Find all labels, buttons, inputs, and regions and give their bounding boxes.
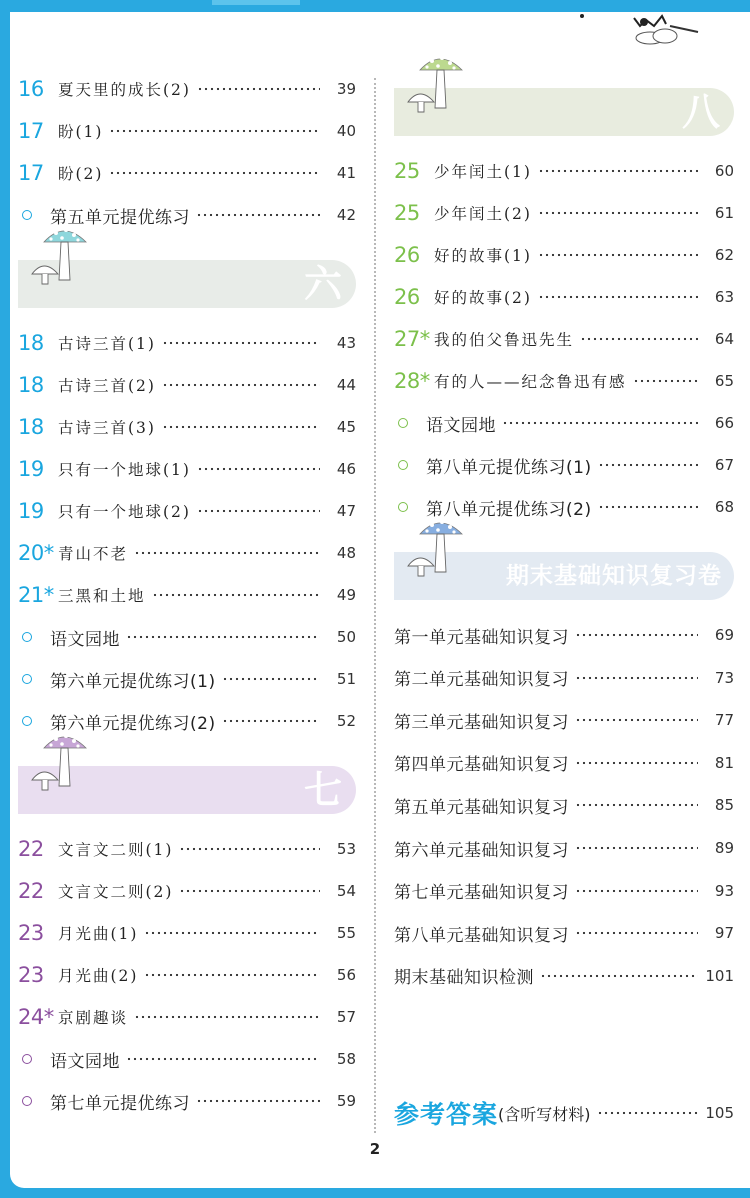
toc-entry[interactable] [394,918,734,948]
lesson-title: 有的人——纪念鲁迅有感 [434,373,627,391]
lesson-title: 只有一个地球(1) [58,461,191,479]
page-number: 40 [336,122,356,140]
circle-bullet-icon [22,716,32,726]
lesson-number: 19 [18,499,44,523]
toc-entry[interactable] [18,1044,356,1074]
circle-bullet-icon [22,1054,32,1064]
leader-dots [197,84,320,94]
page-number: 46 [336,460,356,478]
lesson-number: 17 [18,161,44,185]
leader-dots [197,506,320,516]
leader-dots [538,292,698,302]
exercise-title: 第六单元提优练习(2) [50,713,216,734]
lesson-title: 青山不老 [58,545,129,563]
exercise-title: 第七单元提优练习 [50,1093,190,1114]
page-number: 101 [705,966,734,985]
page-number: 73 [714,668,734,687]
review-title: 第六单元基础知识复习 [394,840,569,861]
page-number: 60 [714,162,734,180]
toc-entry[interactable] [18,496,356,526]
lesson-number: 22 [18,837,44,861]
page-number: 61 [714,204,734,222]
lesson-title: 古诗三首(3) [58,419,156,437]
lesson-number: 18 [18,415,44,439]
lesson-number: 18 [18,373,44,397]
lesson-number: 16 [18,77,44,101]
lesson-number: 18 [18,331,44,355]
unit-banner-title: 七 [303,768,342,812]
unit-banner-title: 六 [303,262,342,306]
leader-dots [134,548,320,558]
page-number: 47 [336,502,356,520]
leader-dots [575,715,698,725]
lesson-title: 夏天里的成长(2) [58,81,191,99]
unit-banner-title: 八 [681,90,720,134]
lesson-number: 26 [394,243,420,267]
page-number: 69 [714,626,734,644]
review-title: 第七单元基础知识复习 [394,883,569,904]
leader-dots [222,716,320,726]
lesson-number: 23 [18,921,44,945]
page-number: 58 [336,1050,356,1068]
circle-bullet-icon [398,460,408,470]
page-number: 65 [714,372,734,390]
page-number: 55 [336,924,356,942]
lesson-title: 盼(1) [58,123,104,141]
lesson-number: 17 [18,119,44,143]
unit-banner [394,88,734,136]
lesson-title: 京剧趣谈 [58,1009,129,1027]
lesson-title: 好的故事(2) [434,289,532,307]
unit-banner [18,766,356,814]
toc-entry[interactable] [394,156,734,186]
lesson-title: 三黑和土地 [58,587,146,605]
page-number: 85 [714,796,734,815]
top-tab-accent [212,0,300,5]
leader-dots [580,334,698,344]
review-title: 期末基础知识检测 [394,968,534,989]
toc-entry[interactable] [18,1002,356,1032]
toc-entry[interactable] [18,664,356,694]
lesson-number: 25 [394,159,420,183]
mushroom-icon [24,222,104,308]
leader-dots [538,166,698,176]
page-number: 63 [714,288,734,306]
mushroom-icon [400,514,480,600]
toc-entry[interactable] [394,876,734,906]
cartoon-corner-illustration [570,12,750,52]
leader-dots [597,1108,698,1118]
page-number: 68 [714,498,734,516]
leader-dots [575,630,698,640]
lesson-number: 21* [18,583,54,607]
page-number: 105 [705,1104,734,1122]
toc-entry[interactable] [18,580,356,610]
leader-dots [179,886,320,896]
toc-entry[interactable] [18,454,356,484]
leader-dots [134,1012,320,1022]
leader-dots [222,674,320,684]
unit-banner [18,260,356,308]
leader-dots [197,464,320,474]
leader-dots [109,168,320,178]
toc-entry[interactable] [394,748,734,778]
page-number: 77 [714,711,734,730]
page-number: 67 [714,456,734,474]
review-title: 第三单元基础知识复习 [394,712,569,733]
page-number: 64 [714,330,734,348]
circle-bullet-icon [22,1096,32,1106]
lesson-number: 27* [394,327,430,351]
page-number: 89 [714,839,734,857]
page-number: 53 [336,840,356,858]
leader-dots [152,590,320,600]
exercise-title: 第八单元提优练习(1) [426,457,592,478]
review-title: 第八单元基础知识复习 [394,925,569,946]
page-number: 41 [336,164,356,182]
toc-entry[interactable] [394,450,734,480]
toc-entry[interactable] [18,538,356,568]
lesson-number: 24* [18,1005,54,1029]
toc-entry[interactable] [18,622,356,652]
answer-key-title: 参考答案 [394,1100,499,1129]
leader-dots [538,208,698,218]
toc-entry[interactable] [18,74,356,104]
page-number: 43 [336,334,356,352]
page-number: 45 [336,418,356,436]
column-divider [374,78,376,1133]
lesson-number: 19 [18,457,44,481]
toc-entry[interactable] [18,116,356,146]
toc-entry[interactable] [18,876,356,906]
leader-dots [575,673,698,683]
lesson-title: 少年闰土(1) [434,163,532,181]
leader-dots [598,460,698,470]
mushroom-icon [400,50,480,136]
leader-dots [144,928,320,938]
page-number: 52 [336,712,356,730]
circle-bullet-icon [22,210,32,220]
circle-bullet-icon [22,632,32,642]
review-title: 第二单元基础知识复习 [394,670,569,691]
exercise-title: 第六单元提优练习(1) [50,671,216,692]
leader-dots [179,844,320,854]
lesson-number: 25 [394,201,420,225]
toc-entry[interactable] [394,366,734,396]
lesson-number: 26 [394,285,420,309]
leader-dots [540,971,698,981]
leader-dots [162,422,320,432]
leader-dots [109,126,320,136]
toc-entry[interactable] [18,834,356,864]
answer-key-entry[interactable] [394,1098,734,1128]
leader-dots [538,250,698,260]
unit-banner-title: 期末基础知识复习卷 [506,563,722,589]
toc-entry[interactable] [394,282,734,312]
leader-dots [162,380,320,390]
review-title: 第一单元基础知识复习 [394,627,569,648]
top-frame-bar [0,0,750,12]
page-number: 48 [336,544,356,562]
exercise-title: 第五单元提优练习 [50,207,190,228]
footer-page-number: 2 [369,1140,381,1158]
lesson-title: 少年闰土(2) [434,205,532,223]
toc-entry[interactable] [18,1086,356,1116]
lesson-title: 文言文二则(2) [58,883,174,901]
circle-bullet-icon [22,674,32,684]
toc-entry[interactable] [394,663,734,693]
unit-banner [394,552,734,600]
exercise-title: 第八单元提优练习(2) [426,499,592,520]
leader-dots [633,376,698,386]
page-number: 54 [336,882,356,900]
page-number: 59 [336,1092,356,1110]
page-number: 51 [336,670,356,688]
leader-dots [575,800,698,810]
exercise-title: 语文园地 [50,1051,120,1072]
leader-dots [502,418,698,428]
circle-bullet-icon [398,418,408,428]
toc-entry[interactable] [394,833,734,863]
toc-entry[interactable] [18,158,356,188]
toc-entry[interactable] [394,240,734,270]
lesson-title: 盼(2) [58,165,104,183]
page-number: 97 [714,924,734,943]
leader-dots [144,970,320,980]
exercise-title: 语文园地 [50,629,120,650]
toc-entry[interactable] [394,705,734,735]
toc-entry[interactable] [394,324,734,354]
toc-entry[interactable] [18,412,356,442]
leader-dots [126,1054,320,1064]
page-number: 42 [336,206,356,224]
leader-dots [162,338,320,348]
leader-dots [575,758,698,768]
review-title: 第五单元基础知识复习 [394,797,569,818]
toc-entry[interactable] [18,960,356,990]
page-number: 50 [336,628,356,646]
page-number: 62 [714,246,734,264]
page-number: 93 [714,881,734,900]
lesson-title: 月光曲(2) [58,967,139,985]
toc-entry[interactable] [18,918,356,948]
answer-key-subtitle: (含听写材料) [498,1104,591,1124]
mushroom-icon [24,728,104,814]
lesson-number: 28* [394,369,430,393]
page-number: 44 [336,376,356,394]
circle-bullet-icon [398,502,408,512]
lesson-title: 只有一个地球(2) [58,503,191,521]
toc-entry[interactable] [394,790,734,820]
page-number: 56 [336,966,356,984]
leader-dots [575,928,698,938]
leader-dots [196,210,320,220]
lesson-title: 古诗三首(2) [58,377,156,395]
leader-dots [598,502,698,512]
leader-dots [575,843,698,853]
toc-entry[interactable] [394,198,734,228]
toc-entry[interactable] [18,328,356,358]
page-number: 49 [336,586,356,604]
review-title: 第四单元基础知识复习 [394,755,569,776]
leader-dots [575,886,698,896]
exercise-title: 语文园地 [426,415,496,436]
toc-entry[interactable] [394,408,734,438]
toc-entry[interactable] [394,961,734,991]
lesson-number: 20* [18,541,54,565]
page-number: 66 [714,414,734,432]
lesson-title: 我的伯父鲁迅先生 [434,331,575,349]
lesson-title: 好的故事(1) [434,247,532,265]
toc-entry[interactable] [394,620,734,650]
lesson-title: 月光曲(1) [58,925,139,943]
lesson-number: 22 [18,879,44,903]
lesson-title: 古诗三首(1) [58,335,156,353]
leader-dots [126,632,320,642]
page-number: 57 [336,1008,356,1026]
lesson-title: 文言文二则(1) [58,841,174,859]
lesson-number: 23 [18,963,44,987]
page-number: 81 [714,753,734,772]
toc-entry[interactable] [18,370,356,400]
page-number: 39 [336,80,356,98]
leader-dots [196,1096,320,1106]
